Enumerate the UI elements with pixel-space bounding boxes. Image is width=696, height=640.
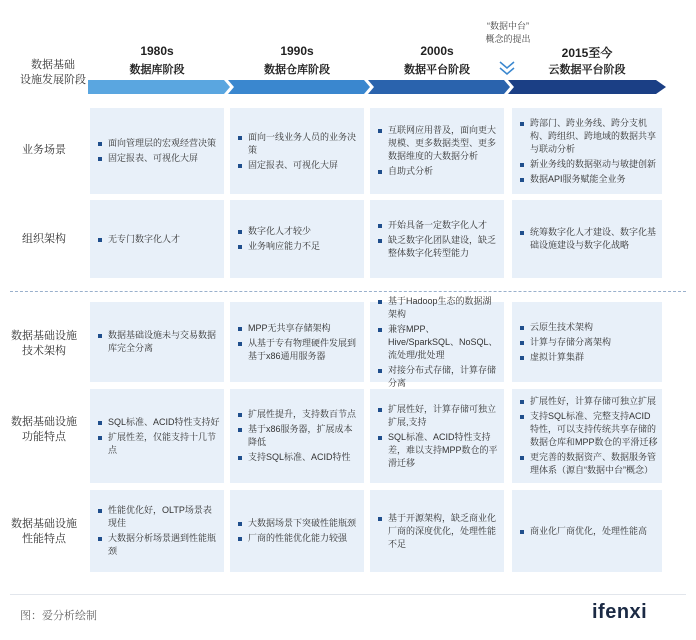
list-item: 从基于专有物理硬件发展到基于x86通用服务器 [238,337,360,363]
cell-organization-1990s [230,200,364,278]
cell-performance-1980s [90,490,224,572]
cell-architecture-1980s [90,302,224,382]
stage-year-2000s: 2000s [420,44,454,58]
list-item: 面向管理层的宏观经营决策 [98,137,220,150]
stage-arrow-bar [88,80,668,94]
stage-year-1980s: 1980s [140,44,174,58]
list-item: 支持SQL标准、完整支持ACID特性，可以支持传统共享存储的数据仓库和MPP数仓的平滑迁移 [520,410,658,449]
list-item: 面向一线业务人员的业务决策 [238,131,360,157]
list-item: 开始具备一定数字化人才 [378,219,500,232]
stage-year-1990s: 1990s [280,44,314,58]
cell-business-1980s [90,108,224,194]
corner-label: 数据基础 设施发展阶段 [20,59,86,86]
list-item: 无专门数字化人才 [98,233,220,246]
list-item: 固定报表、可视化大屏 [238,159,360,172]
stage-arrow-1990s [228,80,370,94]
list-item: 厂商的性能优化能力较强 [238,532,360,545]
row-label-architecture: 数据基础设施 技术架构 [11,330,77,357]
section-divider [10,291,686,292]
cell-performance-1990s [230,490,364,572]
list-item: 性能优化好，OLTP场景表现佳 [98,504,220,530]
list-item: 对接分布式存储，计算存储分离 [378,364,500,390]
list-item: 大数据场景下突破性能瓶颈 [238,517,360,530]
cell-organization-2000s [370,200,504,278]
annotation-line2: 概念的提出 [485,34,531,44]
cell-business-2000s [370,108,504,194]
list-item: SQL标准、ACID特性支持好 [98,416,220,429]
cell-business-1990s [230,108,364,194]
cell-architecture-1990s [230,302,364,382]
list-item: 固定报表、可视化大屏 [98,152,220,165]
stage-name-cloud: 云数据平台阶段 [548,64,626,76]
list-item: 计算与存储分离架构 [520,336,658,349]
cell-organization-2015 [512,200,662,278]
list-item: 支持SQL标准、ACID特性 [238,451,360,464]
stage-arrow-2000s [368,80,510,94]
cell-function-1990s [230,389,364,483]
stage-name-database: 数据库阶段 [129,64,185,76]
list-item: 虚拟计算集群 [520,351,658,364]
list-item: 缺乏数字化团队建设，缺乏整体数字化转型能力 [378,234,500,260]
list-item: 扩展性好，计算存储可独立扩展,支持 [378,403,500,429]
list-item: 新业务线的数据驱动与敏捷创新 [520,158,658,171]
cell-architecture-2000s [370,295,504,388]
stage-name-platform: 数据平台阶段 [404,64,470,76]
annotation-text [468,20,548,46]
list-item: 数字化人才较少 [238,225,360,238]
row-label-organization: 组织架构 [22,233,66,245]
source-note: 图：爱分析绘制 [20,610,97,622]
list-item: 云原生技术架构 [520,321,658,334]
row-label-business: 业务场景 [22,144,66,156]
list-item: 自助式分析 [378,165,500,178]
cell-business-2015 [512,108,662,194]
list-item: 互联网应用普及，面向更大规模、更多数据类型、更多数据维度的大数据分析 [378,124,500,163]
cell-function-2015 [512,389,662,483]
list-item: 基于Hadoop生态的数据湖架构 [378,295,500,321]
list-item: 跨部门、跨业务线、跨分支机构、跨组织、跨地域的数据共享与联动分析 [520,117,658,156]
cell-performance-2015 [512,490,662,572]
list-item: 大数据分析场景遇到性能瓶颈 [98,532,220,558]
stage-year-2015: 2015至今 [561,46,613,60]
row-label-function: 数据基础设施 功能特点 [11,416,77,443]
list-item: 扩展性好，计算存储可独立扩展 [520,395,658,408]
list-item: 扩展性提升，支持数百节点 [238,408,360,421]
list-item: 基于开源架构，缺乏商业化厂商的深度优化，处理性能不足 [378,512,500,551]
list-item: 更完善的数据资产、数据服务管理体系（源自“数据中台”概念） [520,451,658,477]
list-item: 数据基础设施未与交易数据库完全分离 [98,329,220,355]
cell-function-1980s [90,389,224,483]
list-item: 数据API服务赋能全业务 [520,173,658,186]
stage-arrow-2015 [508,80,666,94]
list-item: 业务响应能力不足 [238,240,360,253]
row-label-performance: 数据基础设施 性能特点 [11,518,77,545]
list-item: 统筹数字化人才建设、数字化基础设施建设与数字化战略 [520,226,658,252]
footer-divider [10,594,686,595]
list-item: 商业化厂商优化，处理性能高 [520,525,658,538]
cell-organization-1980s [90,200,224,278]
brand-logo: ifenxi [592,601,648,623]
cell-function-2000s [370,389,504,483]
list-item: SQL标准、ACID特性支持差，难以支持MPP数仓的平滑迁移 [378,431,500,470]
stage-arrow-1980s [88,80,230,94]
annotation-line1: “数据中台” [487,21,529,31]
list-item: MPP无共享存储架构 [238,322,360,335]
stage-name-warehouse: 数据仓库阶段 [264,64,330,76]
cell-performance-2000s [370,490,504,572]
list-item: 兼容MPP、Hive/SparkSQL、NoSQL、流处理/批处理 [378,323,500,362]
list-item: 基于x86服务器，扩展成本降低 [238,423,360,449]
list-item: 扩展性差，仅能支持十几节点 [98,431,220,457]
cell-architecture-2015 [512,302,662,382]
